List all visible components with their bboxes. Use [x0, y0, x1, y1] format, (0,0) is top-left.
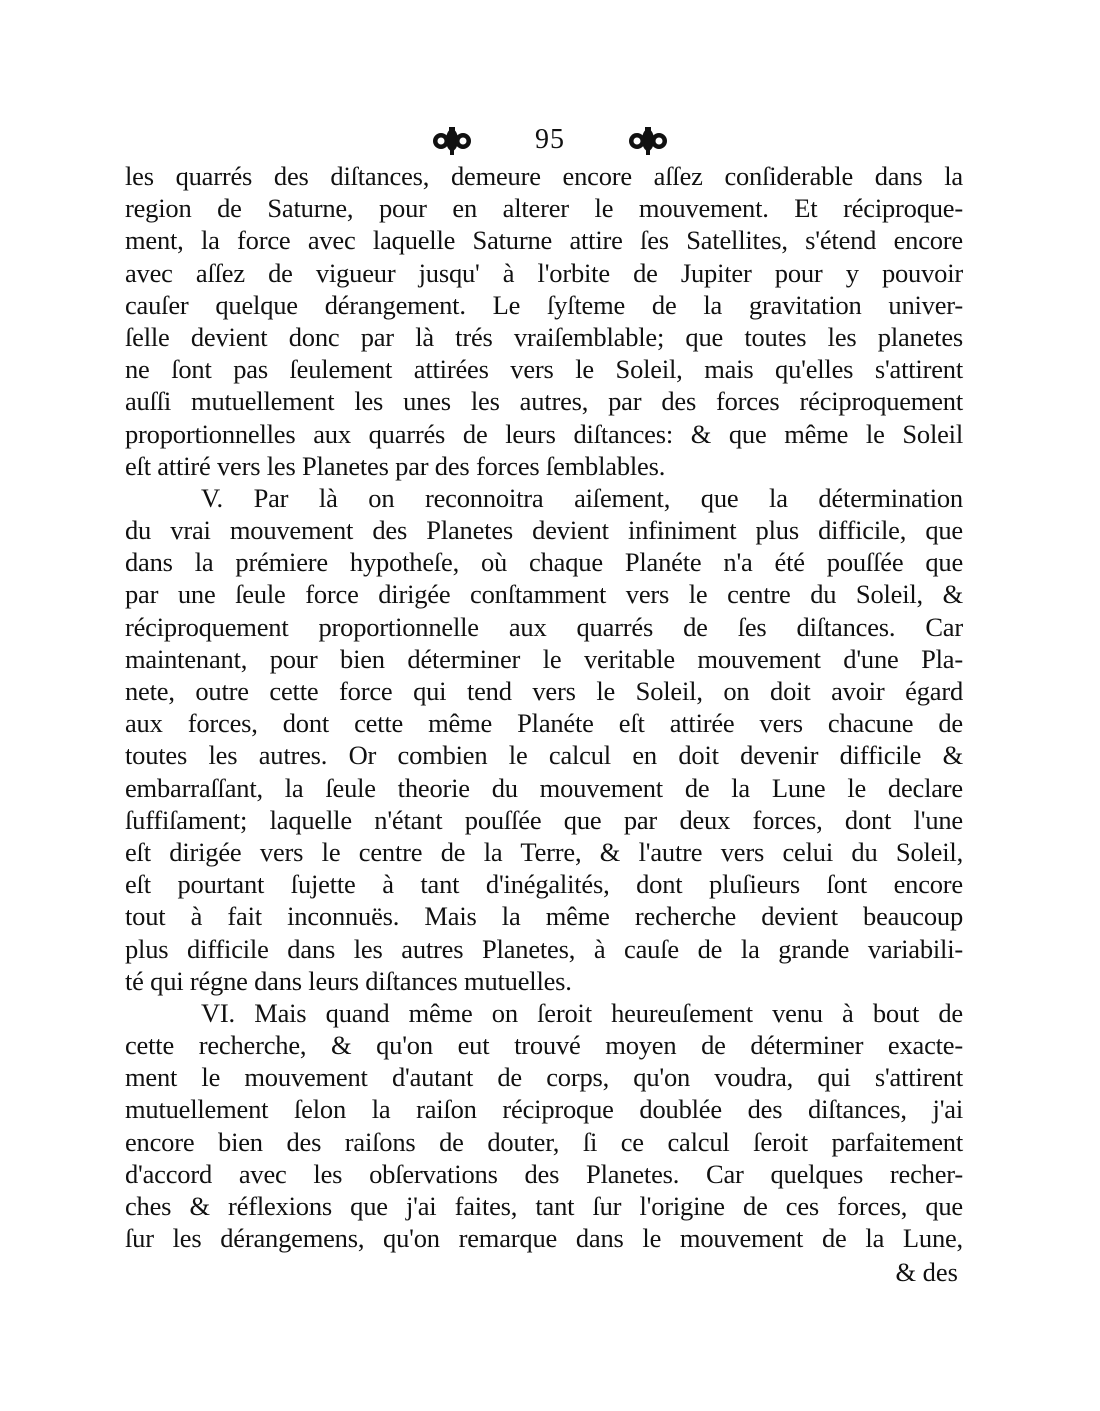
text-line: ches & réflexions que j'ai faites, tant ſur l'origine de ces forces, que: [125, 1191, 963, 1221]
text-line: té qui régne dans leurs diſtances mutuelles.: [125, 965, 572, 996]
text-line: cauſer quelque dérangement. Le ſyſteme de la gravitation univer-: [125, 289, 963, 320]
page-number: 95: [535, 124, 565, 155]
text-line: tout à fait inconnuës. Mais la même recherche devient beaucoup: [125, 901, 963, 932]
text-line: encore bien des raiſons de douter, ſi ce calcul ſeroit parfaitement: [125, 1126, 963, 1157]
running-header: [0, 118, 1100, 162]
text-line: ſur les dérangemens, qu'on remarque dans le mouvement de la Lune,: [125, 1223, 963, 1254]
text-line: cette recherche, & qu'on eut trouvé moyen de déterminer exacte-: [125, 1030, 963, 1061]
text-line: maintenant, pour bien déterminer le veritable mouvement d'une Pla-: [125, 643, 963, 674]
text-line: eſt dirigée vers le centre de la Terre, & l'autre vers celui du Soleil,: [125, 836, 963, 867]
text-line: ſelle devient donc par là trés vraiſemblable; que toutes les planetes: [125, 321, 963, 352]
section-v-start: V. Par là on reconnoitra aiſement, que la détermination: [201, 482, 963, 513]
text-line: auſſi mutuellement les unes les autres, par des forces réciproquement: [125, 386, 963, 417]
text-line: eſt attiré vers les Planetes par des forces ſemblables.: [125, 450, 666, 481]
text-line: avec aſſez de vigueur jusqu' à l'orbite de Jupiter pour y pouvoir: [125, 257, 963, 288]
text-line: ſuffiſament; laquelle n'étant pouſſée que par deux forces, dont l'une: [125, 804, 963, 835]
text-line: plus difficile dans les autres Planetes, à cauſe de la grande variabili-: [125, 933, 963, 964]
text-line: réciproquement proportionnelle aux quarrés de ſes diſtances. Car: [125, 611, 963, 642]
body-text: [125, 160, 963, 1254]
text-line: les quarrés des diſtances, demeure encore aſſez conſiderable dans la: [125, 161, 963, 191]
text-line: d'accord avec les obſervations des Planetes. Car quelques recher-: [125, 1158, 963, 1189]
text-line: proportionnelles aux quarrés de leurs diſtances: & que même le Soleil: [125, 418, 963, 449]
text-line: ne ſont pas ſeulement attirées vers le Soleil, mais qu'elles s'attirent: [125, 354, 963, 385]
text-line: du vrai mouvement des Planetes devient infiniment plus difficile, que: [125, 515, 963, 546]
text-line: mutuellement ſelon la raiſon réciproque doublée des diſtances, j'ai: [125, 1094, 963, 1125]
text-line: eſt pourtant ſujette à tant d'inégalités, dont pluſieurs ſont encore: [125, 869, 963, 900]
section-vi-start: VI. Mais quand même on ſeroit heureuſement venu à bout de: [201, 997, 963, 1028]
text-line: embarraſſant, la ſeule theorie du mouvement de la Lune le declare: [125, 772, 963, 803]
text-line: nete, outre cette force qui tend vers le Soleil, on doit avoir égard: [125, 676, 963, 706]
text-line: ment, la force avec laquelle Saturne attire ſes Satellites, s'étend encore: [125, 225, 963, 256]
text-line: ment le mouvement d'autant de corps, qu'on voudra, qui s'attirent: [125, 1062, 963, 1093]
text-line: region de Saturne, pour en alterer le mouvement. Et réciproque-: [125, 193, 963, 224]
text-line: dans la prémiere hypotheſe, où chaque Planéte n'a été pouſſée que: [125, 547, 963, 578]
text-line: toutes les autres. Or combien le calcul en doit devenir difficile &: [125, 740, 963, 771]
text-line: par une ſeule force dirigée conſtamment vers le centre du Soleil, &: [125, 579, 963, 610]
fleuron-left-icon: [431, 125, 473, 155]
text-line: aux forces, dont cette même Planéte eſt attirée vers chacune de: [125, 708, 963, 739]
fleuron-right-icon: [627, 125, 669, 155]
catchword: & des: [895, 1257, 958, 1287]
